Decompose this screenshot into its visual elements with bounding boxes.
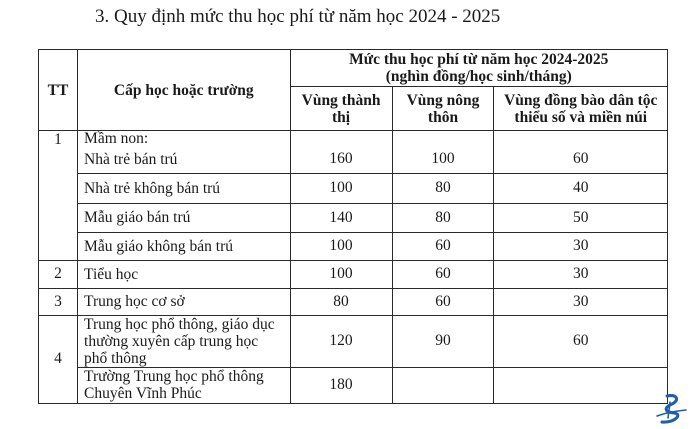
row-tt	[39, 131, 78, 261]
row-ethnic: 30	[494, 260, 668, 288]
row-rural: 60	[392, 288, 494, 315]
row-rural: 60	[392, 260, 494, 288]
row-urban: 120	[290, 315, 392, 367]
row-rural	[392, 367, 494, 403]
row-ethnic: 60	[494, 146, 668, 173]
row-name: Nhà trẻ không bán trú	[78, 173, 291, 203]
header-rural: Vùng nông thôn	[392, 87, 494, 131]
row-name: Mẫu giáo bán trú	[78, 203, 291, 232]
table-row	[39, 288, 668, 315]
row-tt: 4	[39, 315, 78, 403]
table-row	[39, 367, 668, 403]
row-rural: 90	[392, 315, 494, 367]
table-row	[39, 232, 668, 260]
empty-cell	[494, 131, 668, 147]
row-urban: 100	[290, 232, 392, 260]
row-urban: 180	[290, 367, 392, 403]
header-fee-group	[290, 50, 667, 87]
row-rural: 100	[392, 146, 494, 173]
tuition-fee-table	[38, 49, 668, 404]
table-row	[39, 203, 668, 232]
row-ethnic: 60	[494, 315, 668, 367]
row-rural: 80	[392, 173, 494, 203]
row-name: Tiểu học	[78, 260, 291, 288]
group-label: Mầm non:	[78, 131, 291, 147]
header-level: Cấp học hoặc trường	[78, 50, 291, 131]
table-row	[39, 315, 668, 367]
row-tt: 3	[39, 288, 78, 315]
table-row	[39, 173, 668, 203]
row-name: Trung học cơ sở	[78, 288, 291, 315]
empty-cell	[290, 131, 392, 147]
table-row	[39, 131, 668, 147]
row-name: Trung học phổ thông, giáo dục thường xuyên cấp trung học phổ thông	[78, 315, 291, 367]
row-urban: 100	[290, 260, 392, 288]
row-rural: 80	[392, 203, 494, 232]
header-row-1	[39, 50, 668, 87]
header-fee-group-title: Mức thu học phí từ năm học 2024-2025	[349, 51, 609, 68]
row-urban: 80	[290, 288, 392, 315]
row-urban: 160	[290, 146, 392, 173]
row-tt: 2	[39, 260, 78, 288]
row-name: Trường Trung học phổ thông Chuyên Vĩnh Phúc	[78, 367, 291, 403]
table-row	[39, 146, 668, 173]
row-ethnic: 30	[494, 232, 668, 260]
row-urban: 140	[290, 203, 392, 232]
row-rural: 60	[392, 232, 494, 260]
signature-logo-icon	[653, 392, 689, 426]
row-name: Mẫu giáo không bán trú	[78, 232, 291, 260]
section-heading: 3. Quy định mức thu học phí từ năm học 2024 - 2025	[95, 6, 501, 27]
row-urban: 100	[290, 173, 392, 203]
table-row	[39, 260, 668, 288]
empty-cell	[392, 131, 494, 147]
header-tt: TT	[39, 50, 78, 131]
header-ethnic: Vùng đồng bào dân tộc thiểu số và miền núi	[494, 87, 668, 131]
header-fee-group-unit: (nghìn đồng/học sinh/tháng)	[385, 68, 572, 85]
header-urban: Vùng thành thị	[290, 87, 392, 131]
row-ethnic: 50	[494, 203, 668, 232]
row-ethnic: 30	[494, 288, 668, 315]
row-name: Nhà trẻ bán trú	[78, 146, 291, 173]
row-tt-value: 1	[54, 131, 62, 148]
row-ethnic	[494, 367, 668, 403]
row-ethnic: 40	[494, 173, 668, 203]
